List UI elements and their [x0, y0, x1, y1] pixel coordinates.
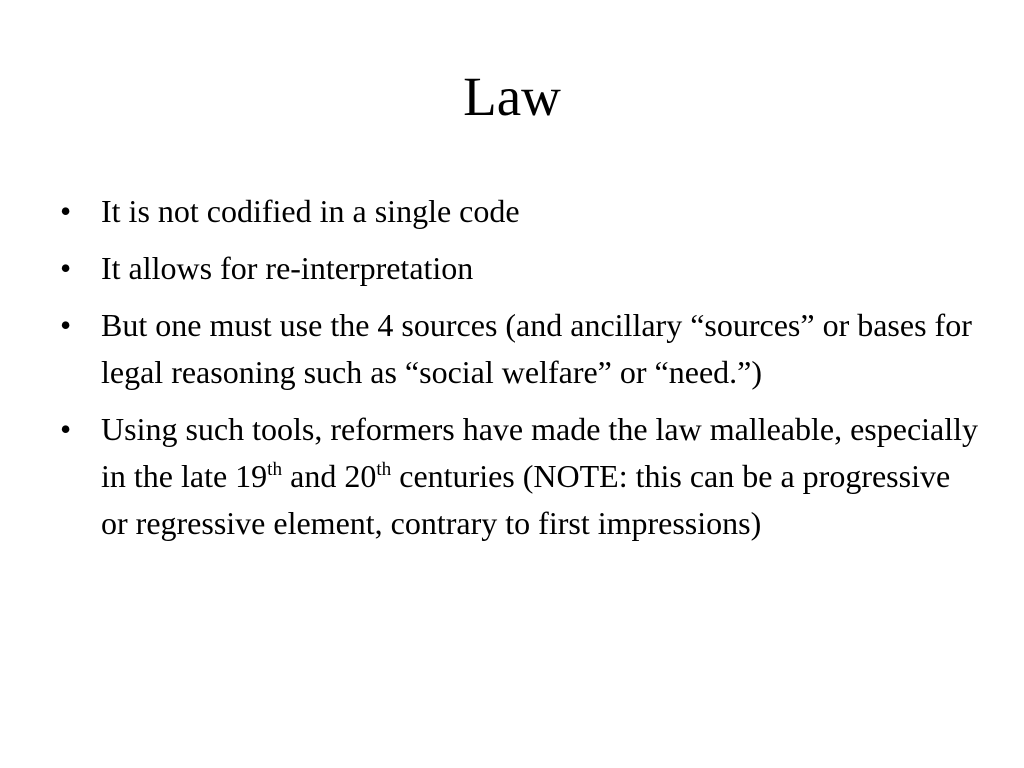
bullet-text: But one must use the 4 sources (and ancillary “sources” or bases for legal reasoning such as “social welfare” or “need.”) [101, 307, 972, 390]
bullet-text-part: Using such tools, reformers have made the law malleable, especially in the late 19 [101, 411, 979, 494]
bullet-item [60, 302, 980, 396]
bullet-text-part: centuries (NOTE: this can be a progressive or regressive element, contrary to first impressions) [101, 458, 951, 541]
bullet-marker: • [60, 411, 72, 447]
superscript-ordinal: th [376, 459, 392, 481]
bullet-text-part: and 20 [282, 458, 377, 494]
bullet-marker: • [60, 193, 72, 229]
slide-title: Law [463, 66, 561, 127]
bullet-item [60, 245, 980, 292]
bullet-marker: • [60, 307, 72, 343]
bullet-item [60, 406, 980, 547]
bullet-item [60, 188, 980, 235]
bullet-list [60, 188, 980, 557]
bullet-marker: • [60, 250, 72, 286]
superscript-ordinal: th [267, 459, 283, 481]
bullet-text [101, 411, 978, 541]
bullet-text: It is not codified in a single code [101, 193, 520, 229]
bullet-text: It allows for re-interpretation [101, 250, 474, 286]
